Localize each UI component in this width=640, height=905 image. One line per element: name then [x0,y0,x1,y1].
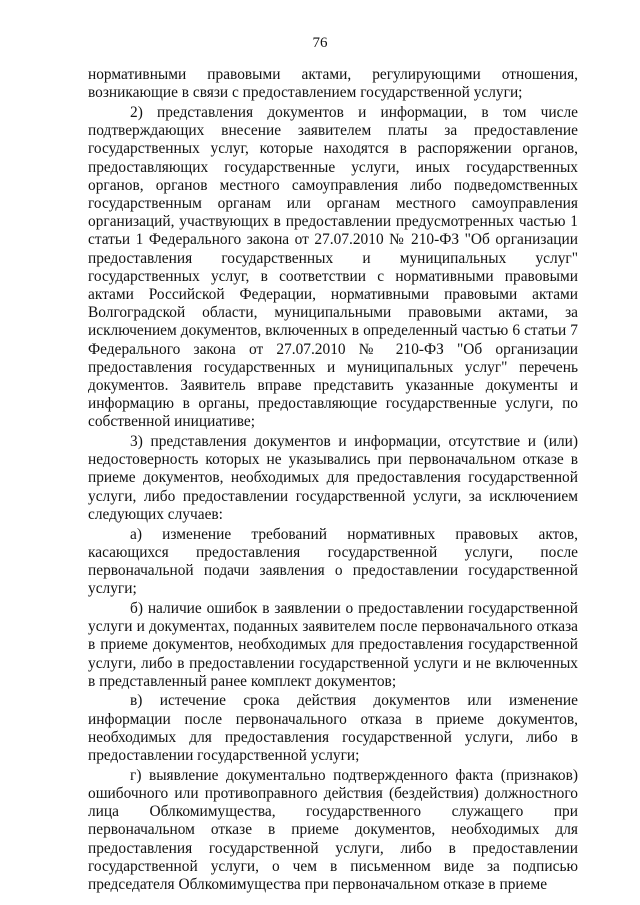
document-body [88,66,578,896]
page-number: 76 [312,35,328,51]
paragraph-item-g: г) выявление документально подтвержденного факта (признаков) ошибочного или противоправного действия (бездействия) должностного лица Облкомимущества, государственного служащего при первоначальном отказе в приеме документов, необходимых для предоставления государственной услуги, либо в предоставлении государственной услуги, о чем в письменном виде за подписью председателя Облкомимущества при первоначальном отказе в приеме [88,766,578,893]
paragraph-item-2: 2) представления документов и информации, в том числе подтверждающих внесение заявителем платы за предоставление государственных услуг, которые находятся в распоряжении органов, предоставляющих государственные услуги, иных государственных органов, органов местного самоуправления либо подведомственных государственным органам или органам местного самоуправления организаций, участвующих в предоставлении предусмотренных частью 1 статьи 1 Федерального закона от 27.07.2010 № 210-ФЗ "Об организации предоставления государственных и муниципальных услуг" государственных услуг, в соответствии с нормативными правовыми актами Российской Федерации, нормативными правовыми актами Волгоградской области, муниципальными правовыми актами, за исключением документов, включенных в определенный частью 6 статьи 7 Федерального закона от 27.07.2010 № 210-ФЗ "Об организации предоставления государственных и муниципальных услуг" перечень документов. Заявитель вправе представить указанные документы и информацию в органы, предоставляющие государственные услуги, по собственной инициативе; [88,103,578,431]
paragraph-item-v: в) истечение срока действия документов или изменение информации после первоначального отказа в приеме документов, необходимых для предоставления государственной услуги, либо в предоставлении государственной услуги; [88,692,578,765]
paragraph-item-b: б) наличие ошибок в заявлении о предоставлении государственной услуги и документах, поданных заявителем после первоначального отказа в приеме документов, необходимых для предоставления государственной услуги, либо в предоставлении государственной услуги и не включенных в представленный ранее комплект документов; [88,599,578,690]
paragraph-item-a: а) изменение требований нормативных правовых актов, касающихся предоставления государственной услуги, после первоначальной подачи заявления о предоставлении государственной услуги; [88,525,578,598]
paragraph-item-3: 3) представления документов и информации, отсутствие и (или) недостоверность которых не указывались при первоначальном отказе в приеме документов, необходимых для предоставления государственной услуги, либо предоставлении государственной услуги, за исключением следующих случаев: [88,433,578,523]
paragraph-continuation: нормативными правовыми актами, регулирующими отношения, возникающие в связи с предоставлением государственной услуги; [88,66,578,102]
